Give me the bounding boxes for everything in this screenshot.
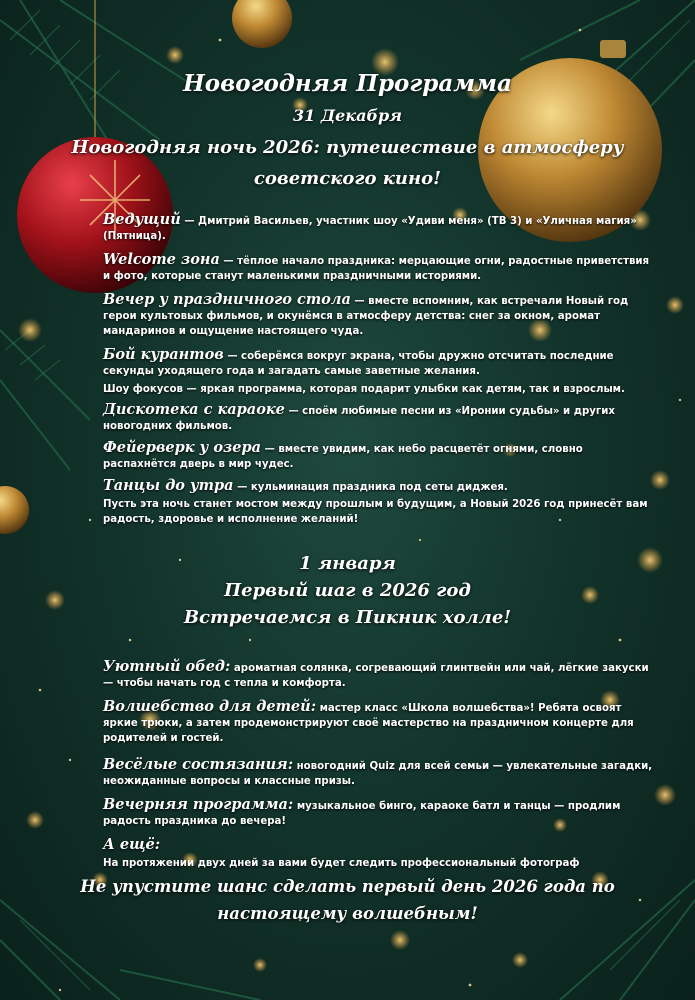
item-host [103, 212, 658, 244]
final-line1: Не упустите шанс сделать первый день 2026 года по [80, 877, 615, 896]
item-key: Дискотека с караоке [103, 401, 285, 418]
date-dec31: 31 Декабря [293, 106, 402, 125]
item-key: Весёлые состязания: [103, 756, 294, 773]
item-evening [103, 797, 658, 829]
jan1-venue: Встречаемся в Пикник холле! [183, 607, 512, 628]
item-key: Уютный обед: [103, 658, 231, 675]
item-text: — тёплое начало праздника: мерцающие огни, радостные приветствия и фото, которые станут маленькими праздничными историями. [103, 256, 650, 282]
item-chimes [103, 347, 658, 379]
item-key: Welcome зона [103, 251, 220, 268]
item-kids [103, 699, 658, 746]
item-text: — соберёмся вокруг экрана, чтобы дружно отсчитать последние секунды уходящего года и загадать самые заветные желания. [103, 351, 614, 377]
jan1-title: Первый шаг в 2026 год [224, 580, 471, 601]
item-text: — вместе увидим, как небо расцветёт огнями, словно распахнётся дверь в мир чудес. [103, 444, 583, 470]
item-disco [103, 402, 658, 434]
item-text: музыкальное бинго, караоке батл и танцы — продлим радость праздника до вечера! [103, 801, 621, 827]
item-games [103, 757, 658, 789]
item-text: ароматная солянка, согревающий глинтвейн или чай, лёгкие закуски — чтобы начать год с тепла и комфорта. [103, 663, 649, 689]
subtitle-line1: Новогодняя ночь 2026: путешествие в атмосферу [71, 137, 624, 158]
item-key: Ведущий [103, 211, 181, 228]
item-more [103, 837, 658, 854]
item-dinner [103, 292, 658, 339]
item-text: — споём любимые песни из «Иронии судьбы» и других новогодних фильмов. [103, 406, 615, 432]
item-text: — Дмитрий Васильев, участник шоу «Удиви меня» (ТВ 3) и «Уличная магия» (Пятница). [103, 216, 637, 242]
date-jan1: 1 января [299, 553, 396, 574]
item-text: — вместе вспомним, как встречали Новый год герои культовых фильмов, и окунёмся в атмосферу детства: снег за окном, аромат мандаринов и ощущение настоящего чуда. [103, 296, 629, 337]
item-key: А ещё: [103, 836, 161, 853]
item-text: — кульминация праздника под сеты диджея. [233, 482, 508, 493]
item-fireworks [103, 440, 658, 472]
item-text: мастер класс «Школа волшебства»! Ребята освоят яркие трюки, а затем продемонстрируют своё мастерство на праздничном концерте для родителей и гостей. [103, 703, 634, 744]
item-key: Фейерверк у озера [103, 439, 262, 456]
item-key: Волшебство для детей: [103, 698, 317, 715]
item-lunch [103, 659, 658, 691]
item-dance [103, 478, 658, 495]
subtitle-line2: советского кино! [253, 168, 442, 189]
item-key: Бой курантов [103, 346, 224, 363]
item-key: Танцы до утра [103, 477, 234, 494]
item-more-text: На протяжении двух дней за вами будет следить профессиональный фотограф [103, 858, 580, 869]
page-title: Новогодняя Программа [183, 70, 512, 97]
item-key: Вечерняя программа: [103, 796, 294, 813]
item-magic-show: Шоу фокусов — яркая программа, которая подарит улыбки как детям, так и взрослым. [103, 384, 625, 395]
item-welcome [103, 252, 658, 284]
closing-wish: Пусть эта ночь станет мостом между прошлым и будущим, а Новый 2026 год принесёт вам радость, здоровье и исполнение желаний! [103, 499, 648, 525]
item-key: Вечер у праздничного стола [103, 291, 351, 308]
item-text: новогодний Quiz для всей семьи — увлекательные загадки, неожиданные вопросы и классные призы. [103, 761, 653, 787]
final-line2: настоящему волшебным! [217, 904, 478, 923]
